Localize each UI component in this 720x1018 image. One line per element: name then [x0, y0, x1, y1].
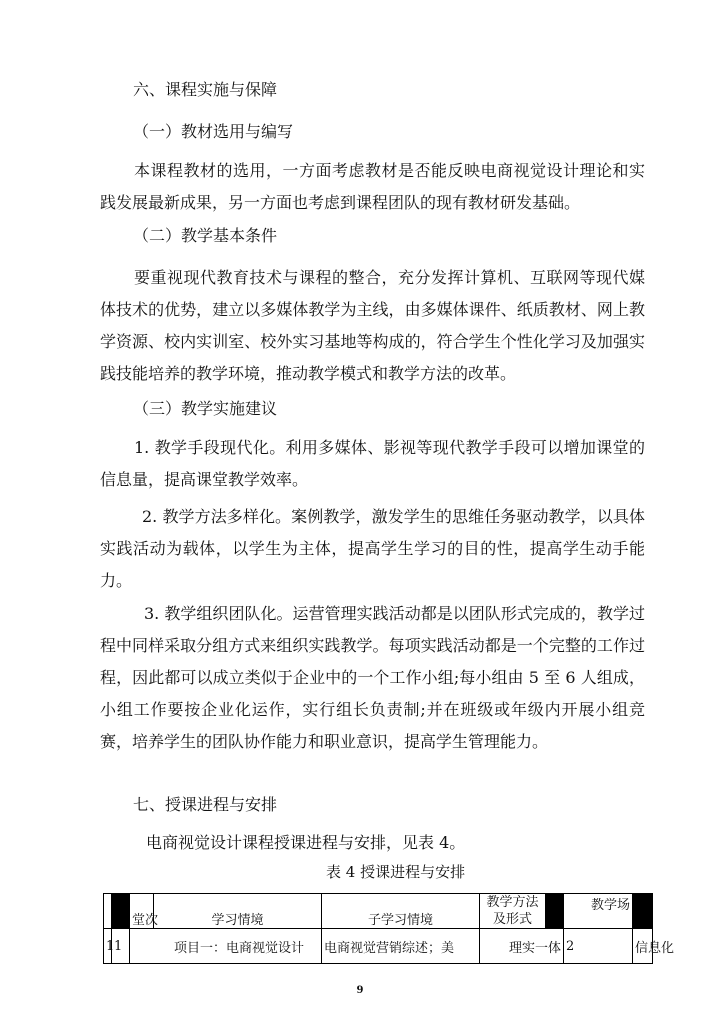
table-caption: 表 4 授课进程与安排 [326, 863, 466, 881]
item2: 2. 教学方法多样化。案例教学，激发学生的思维任务驱动教学，以具体实践活动为载体，以学生为主体，提高学生学习的目的性，提高学生动手能力。 [100, 507, 645, 590]
sub1-body: 本课程教材的选用，一方面考虑教材是否能反映电商视觉设计理论和实践发展最新成果，另一方面也考虑到课程团队的现有教材研发基础。 [100, 161, 645, 212]
table-cell: 信息化 [633, 929, 653, 964]
table-header-cell [546, 894, 564, 929]
table-cell: 1 [104, 929, 112, 964]
table-header-cell [633, 894, 653, 929]
table-header-cell: 学习情境 [154, 894, 322, 929]
table-header-cell: 堂次 [130, 894, 154, 929]
section6-title: 六、课程实施与保障 [133, 80, 278, 99]
table-header-cell [112, 894, 130, 929]
table-header-cell: 教学场 [564, 894, 633, 929]
section7-title: 七、授课进程与安排 [133, 795, 278, 814]
schedule-table [103, 893, 675, 964]
table-cell: 项目一：电商视觉设计 [130, 929, 322, 964]
item3: 3. 教学组织团队化。运营管理实践活动都是以团队形式完成的，教学过程中同样采取分组方式来组织实践教学。每项实践活动都是一个完整的工作过程，因此都可以成立类似于企业中的一个工作小组;每小组由 5 至 6 人组成，小组工作要按企业化运作，实行组长负责制;并在班级或年级内开展小组竞赛，培养学生的团队协作能力和职业意识，提高学生管理能力。 [100, 604, 645, 751]
sub1-title: （一）教材选用与编写 [133, 122, 294, 141]
section7-intro: 电商视觉设计课程授课进程与安排，见表 4。 [146, 833, 466, 852]
table-cell: 1 [112, 929, 130, 964]
table-cell: 电商视觉营销综述；美 [322, 929, 480, 964]
table-header-row [104, 894, 653, 929]
sub2-body: 要重视现代教育技术与课程的整合，充分发挥计算机、互联网等现代媒体技术的优势，建立以多媒体教学为主线，由多媒体课件、纸质教材、网上教学资源、校内实训室、校外实习基地等构成的，符合学生个性化学习及加强实践技能培养的教学环境，推动教学模式和教学方法的改革。 [100, 268, 645, 383]
table-cell: 理实一体 [480, 929, 564, 964]
table-cell: 2 [564, 929, 633, 964]
page-number: 9 [356, 985, 364, 996]
table-header-cell: 子学习情境 [322, 894, 480, 929]
item1: 1. 教学手段现代化。利用多媒体、影视等现代教学手段可以增加课堂的信息量，提高课堂教学效率。 [100, 438, 645, 489]
sub3-title: （三）教学实施建议 [133, 399, 278, 418]
table-header-cell: 教学方法及形式 [480, 894, 546, 929]
table-row [104, 929, 653, 964]
sub2-title: （二）教学基本条件 [133, 226, 278, 245]
table-header-cell [104, 894, 112, 929]
